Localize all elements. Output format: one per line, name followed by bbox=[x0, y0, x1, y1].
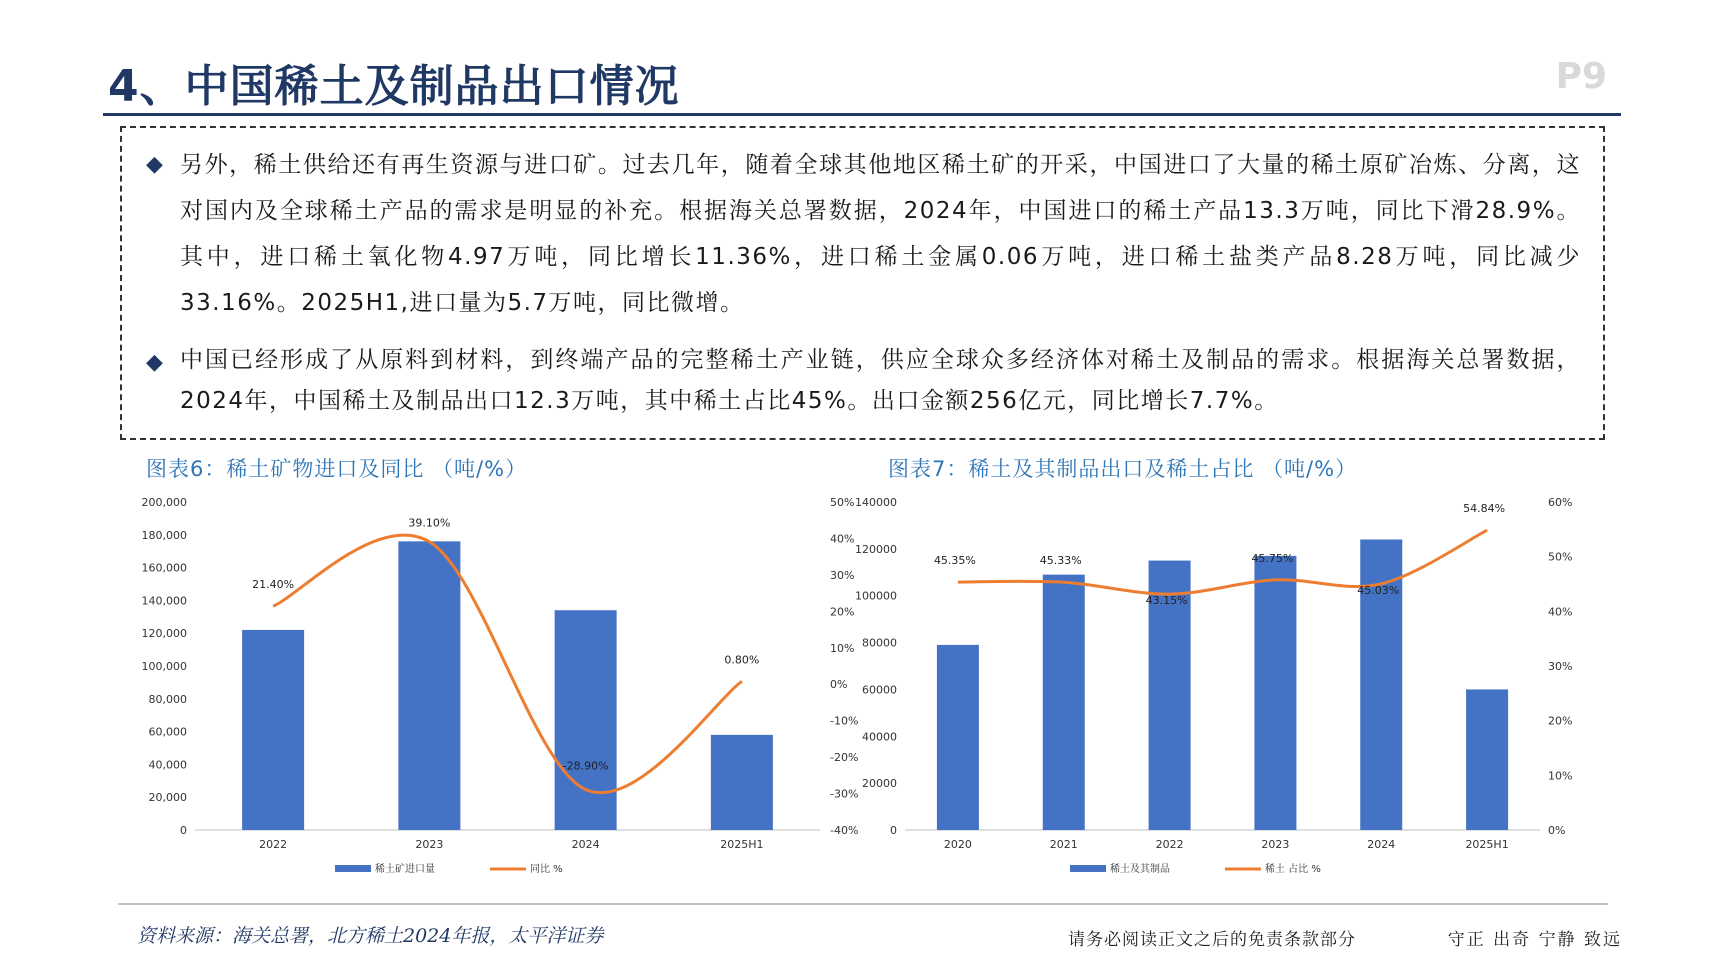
bar-2023 bbox=[1254, 556, 1296, 830]
left-axis-tick-label: 140,000 bbox=[141, 594, 187, 608]
x-tick-label: 2023 bbox=[1261, 838, 1290, 851]
line-data-label: 45.75% bbox=[1251, 551, 1294, 565]
bar-2024 bbox=[555, 610, 617, 830]
bar-2025H1 bbox=[711, 735, 773, 830]
left-axis-tick-label: 20000 bbox=[862, 777, 897, 791]
bullet-text-2: 中国已经形成了从原料到材料，到终端产品的完整稀土产业链，供应全球众多经济体对稀土及制品的需求。根据海关总署数据，2024年，中国稀土及制品出口12.3万吨，其中稀土占比45%。出口金额256亿元，同比增长7.7%。 bbox=[180, 347, 1581, 414]
left-axis-tick-label: 180,000 bbox=[141, 528, 187, 542]
line-data-label: 43.15% bbox=[1145, 594, 1188, 608]
line-data-label: 54.84% bbox=[1463, 502, 1506, 516]
bullet-paragraph-1 bbox=[144, 142, 1581, 326]
right-axis-tick-label: 0% bbox=[830, 678, 848, 692]
chart-title-fig6: 图表6：稀土矿物进口及同比 （吨/%） bbox=[146, 457, 528, 481]
line-data-label: 21.40% bbox=[252, 578, 295, 592]
legend-bar-label: 稀土矿进口量 bbox=[375, 864, 435, 875]
line-data-label: 39.10% bbox=[408, 516, 451, 530]
left-axis-tick-label: 0 bbox=[180, 824, 187, 837]
line-series-1 bbox=[958, 530, 1487, 594]
diamond-bullet-icon: ◆ bbox=[146, 152, 163, 177]
page-title: 4、中国稀土及制品出口情况 bbox=[108, 61, 680, 112]
right-axis-tick-label: 50% bbox=[830, 496, 855, 509]
chart-title-fig7: 图表7：稀土及其制品出口及稀土占比 （吨/%） bbox=[888, 457, 1358, 481]
company-motto: 守正 出奇 宁静 致远 bbox=[1447, 930, 1622, 950]
left-axis-tick-label: 200,000 bbox=[141, 496, 187, 509]
legend-bar-swatch bbox=[1070, 865, 1106, 872]
source-note: 资料来源：海关总署，北方稀土2024年报，太平洋证券 bbox=[137, 925, 604, 947]
line-data-label: 45.35% bbox=[933, 554, 976, 568]
x-tick-label: 2025H1 bbox=[720, 838, 764, 851]
right-axis-tick-label: 30% bbox=[1548, 660, 1573, 673]
right-axis-tick-label: -30% bbox=[830, 787, 859, 801]
right-axis-tick-label: 40% bbox=[830, 532, 855, 546]
page-number: P9 bbox=[1555, 56, 1607, 97]
line-data-label: 0.80% bbox=[724, 653, 760, 667]
chart-fig7-export bbox=[855, 480, 1615, 890]
left-axis-tick-label: 120000 bbox=[855, 542, 897, 556]
bar-2023 bbox=[398, 541, 460, 830]
line-data-label: 45.33% bbox=[1039, 554, 1082, 568]
x-tick-label: 2024 bbox=[1367, 838, 1396, 851]
left-axis-tick-label: 160,000 bbox=[141, 561, 187, 575]
legend-bar-swatch bbox=[335, 865, 371, 872]
chart-fig6-import bbox=[120, 480, 865, 890]
x-tick-label: 2021 bbox=[1049, 838, 1078, 851]
x-tick-label: 2022 bbox=[1155, 838, 1184, 851]
left-axis-tick-label: 100,000 bbox=[141, 660, 187, 673]
diamond-bullet-icon: ◆ bbox=[146, 350, 163, 375]
right-axis-tick-label: 30% bbox=[830, 568, 855, 582]
left-axis-tick-label: 20,000 bbox=[148, 791, 187, 805]
right-axis-tick-label: 10% bbox=[1548, 769, 1573, 783]
right-axis-tick-label: 20% bbox=[830, 605, 855, 619]
legend-bar-label: 稀土及其制品 bbox=[1110, 864, 1170, 875]
line-data-label: 45.03% bbox=[1357, 583, 1400, 597]
bar-2025H1 bbox=[1466, 689, 1508, 830]
bar-2021 bbox=[1043, 575, 1085, 830]
left-axis-tick-label: 60000 bbox=[862, 683, 897, 697]
footer-divider bbox=[118, 903, 1608, 905]
right-axis-tick-label: -10% bbox=[830, 714, 859, 728]
title-underline bbox=[103, 113, 1621, 116]
left-axis-tick-label: 100000 bbox=[855, 589, 897, 603]
x-tick-label: 2023 bbox=[415, 838, 444, 851]
line-data-label: -28.90% bbox=[562, 759, 609, 773]
x-tick-label: 2025H1 bbox=[1465, 838, 1509, 851]
right-axis-tick-label: 60% bbox=[1548, 496, 1573, 509]
right-axis-tick-label: 50% bbox=[1548, 550, 1573, 564]
bullet-paragraph-2 bbox=[144, 340, 1581, 422]
left-axis-tick-label: 40000 bbox=[862, 730, 897, 744]
legend-line-label: 同比 % bbox=[530, 864, 563, 875]
bar-2020 bbox=[937, 645, 979, 830]
x-tick-label: 2020 bbox=[943, 838, 972, 851]
x-tick-label: 2022 bbox=[259, 838, 288, 851]
right-axis-tick-label: 20% bbox=[1548, 714, 1573, 728]
left-axis-tick-label: 140000 bbox=[855, 496, 897, 509]
left-axis-tick-label: 80,000 bbox=[148, 692, 187, 706]
bullet-text-1: 另外，稀土供给还有再生资源与进口矿。过去几年，随着全球其他地区稀土矿的开采，中国进口了大量的稀土原矿冶炼、分离，这对国内及全球稀土产品的需求是明显的补充。根据海关总署数据，2024年，中国进口的稀土产品13.3万吨，同比下滑28.9%。其中，进口稀土氧化物4.97万吨，同比增长11.36%，进口稀土金属0.06万吨，进口稀土盐类产品8.28万吨，同比减少33.16%。2025H1,进口量为5.7万吨，同比微增。 bbox=[180, 152, 1581, 316]
summary-textbox bbox=[120, 126, 1605, 440]
line-series-0 bbox=[273, 535, 742, 793]
left-axis-tick-label: 80000 bbox=[862, 636, 897, 650]
legend-line-label: 稀土 占比 % bbox=[1265, 864, 1321, 875]
right-axis-tick-label: -40% bbox=[830, 824, 859, 837]
left-axis-tick-label: 0 bbox=[890, 824, 897, 837]
right-axis-tick-label: 10% bbox=[830, 641, 855, 655]
bar-2022 bbox=[242, 630, 304, 830]
left-axis-tick-label: 60,000 bbox=[148, 725, 187, 739]
left-axis-tick-label: 120,000 bbox=[141, 627, 187, 641]
disclaimer-text: 请务必阅读正文之后的免责条款部分 bbox=[1068, 930, 1356, 950]
right-axis-tick-label: 40% bbox=[1548, 605, 1573, 619]
x-tick-label: 2024 bbox=[571, 838, 600, 851]
right-axis-tick-label: -20% bbox=[830, 751, 859, 765]
right-axis-tick-label: 0% bbox=[1548, 824, 1566, 837]
left-axis-tick-label: 40,000 bbox=[148, 758, 187, 772]
